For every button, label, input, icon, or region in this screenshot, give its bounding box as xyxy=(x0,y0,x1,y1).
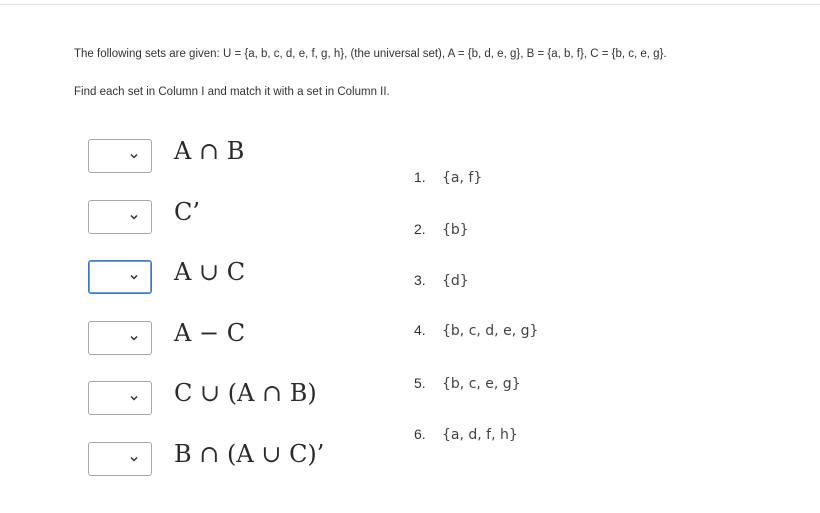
option-set: {b, c, e, g} xyxy=(442,376,521,392)
option-number: 1. xyxy=(414,169,426,185)
option-number: 4. xyxy=(414,322,426,338)
top-divider xyxy=(0,4,820,5)
instruction-text: Find each set in Column I and match it with a set in Column II. xyxy=(74,86,390,98)
match-select-6[interactable] xyxy=(88,442,152,476)
column-one-expression: A − C xyxy=(174,319,246,347)
chevron-down-icon xyxy=(129,272,139,282)
match-select-3[interactable] xyxy=(88,260,152,294)
match-select-4[interactable] xyxy=(88,321,152,355)
column-two-option-4 xyxy=(414,322,538,339)
chevron-down-icon xyxy=(129,212,139,222)
chevron-down-icon xyxy=(129,333,139,343)
column-two-option-1 xyxy=(414,169,482,186)
column-two-option-6 xyxy=(414,426,518,443)
chevron-down-icon xyxy=(129,151,139,161)
chevron-down-icon xyxy=(129,393,139,403)
option-set: {a, f} xyxy=(442,170,483,186)
match-select-5[interactable] xyxy=(88,381,152,415)
column-two-option-2 xyxy=(414,221,469,238)
option-set: {d} xyxy=(442,273,469,289)
match-select-1[interactable] xyxy=(88,139,152,173)
match-select-2[interactable] xyxy=(88,200,152,234)
column-two-option-3 xyxy=(414,272,469,289)
option-set: {b, c, d, e, g} xyxy=(442,323,539,339)
option-number: 6. xyxy=(414,426,426,442)
column-one-expression: C’ xyxy=(174,198,200,226)
option-set: {a, d, f, h} xyxy=(442,427,518,443)
column-one-expression: B ∩ (A ∪ C)’ xyxy=(174,440,325,468)
column-one-expression: C ∪ (A ∩ B) xyxy=(174,379,317,407)
problem-statement: The following sets are given: U = {a, b, c, d, e, f, g, h}, (the universal set), A = {b, d, e, g}, B = {a, b, f}, C = {b, c, e, g}. xyxy=(74,48,667,60)
option-set: {b} xyxy=(442,222,469,238)
option-number: 2. xyxy=(414,221,426,237)
chevron-down-icon xyxy=(129,454,139,464)
option-number: 5. xyxy=(414,375,426,391)
option-number: 3. xyxy=(414,272,426,288)
column-two-option-5 xyxy=(414,375,521,392)
column-one-expression: A ∪ C xyxy=(174,258,246,286)
column-one-expression: A ∩ B xyxy=(174,137,245,165)
